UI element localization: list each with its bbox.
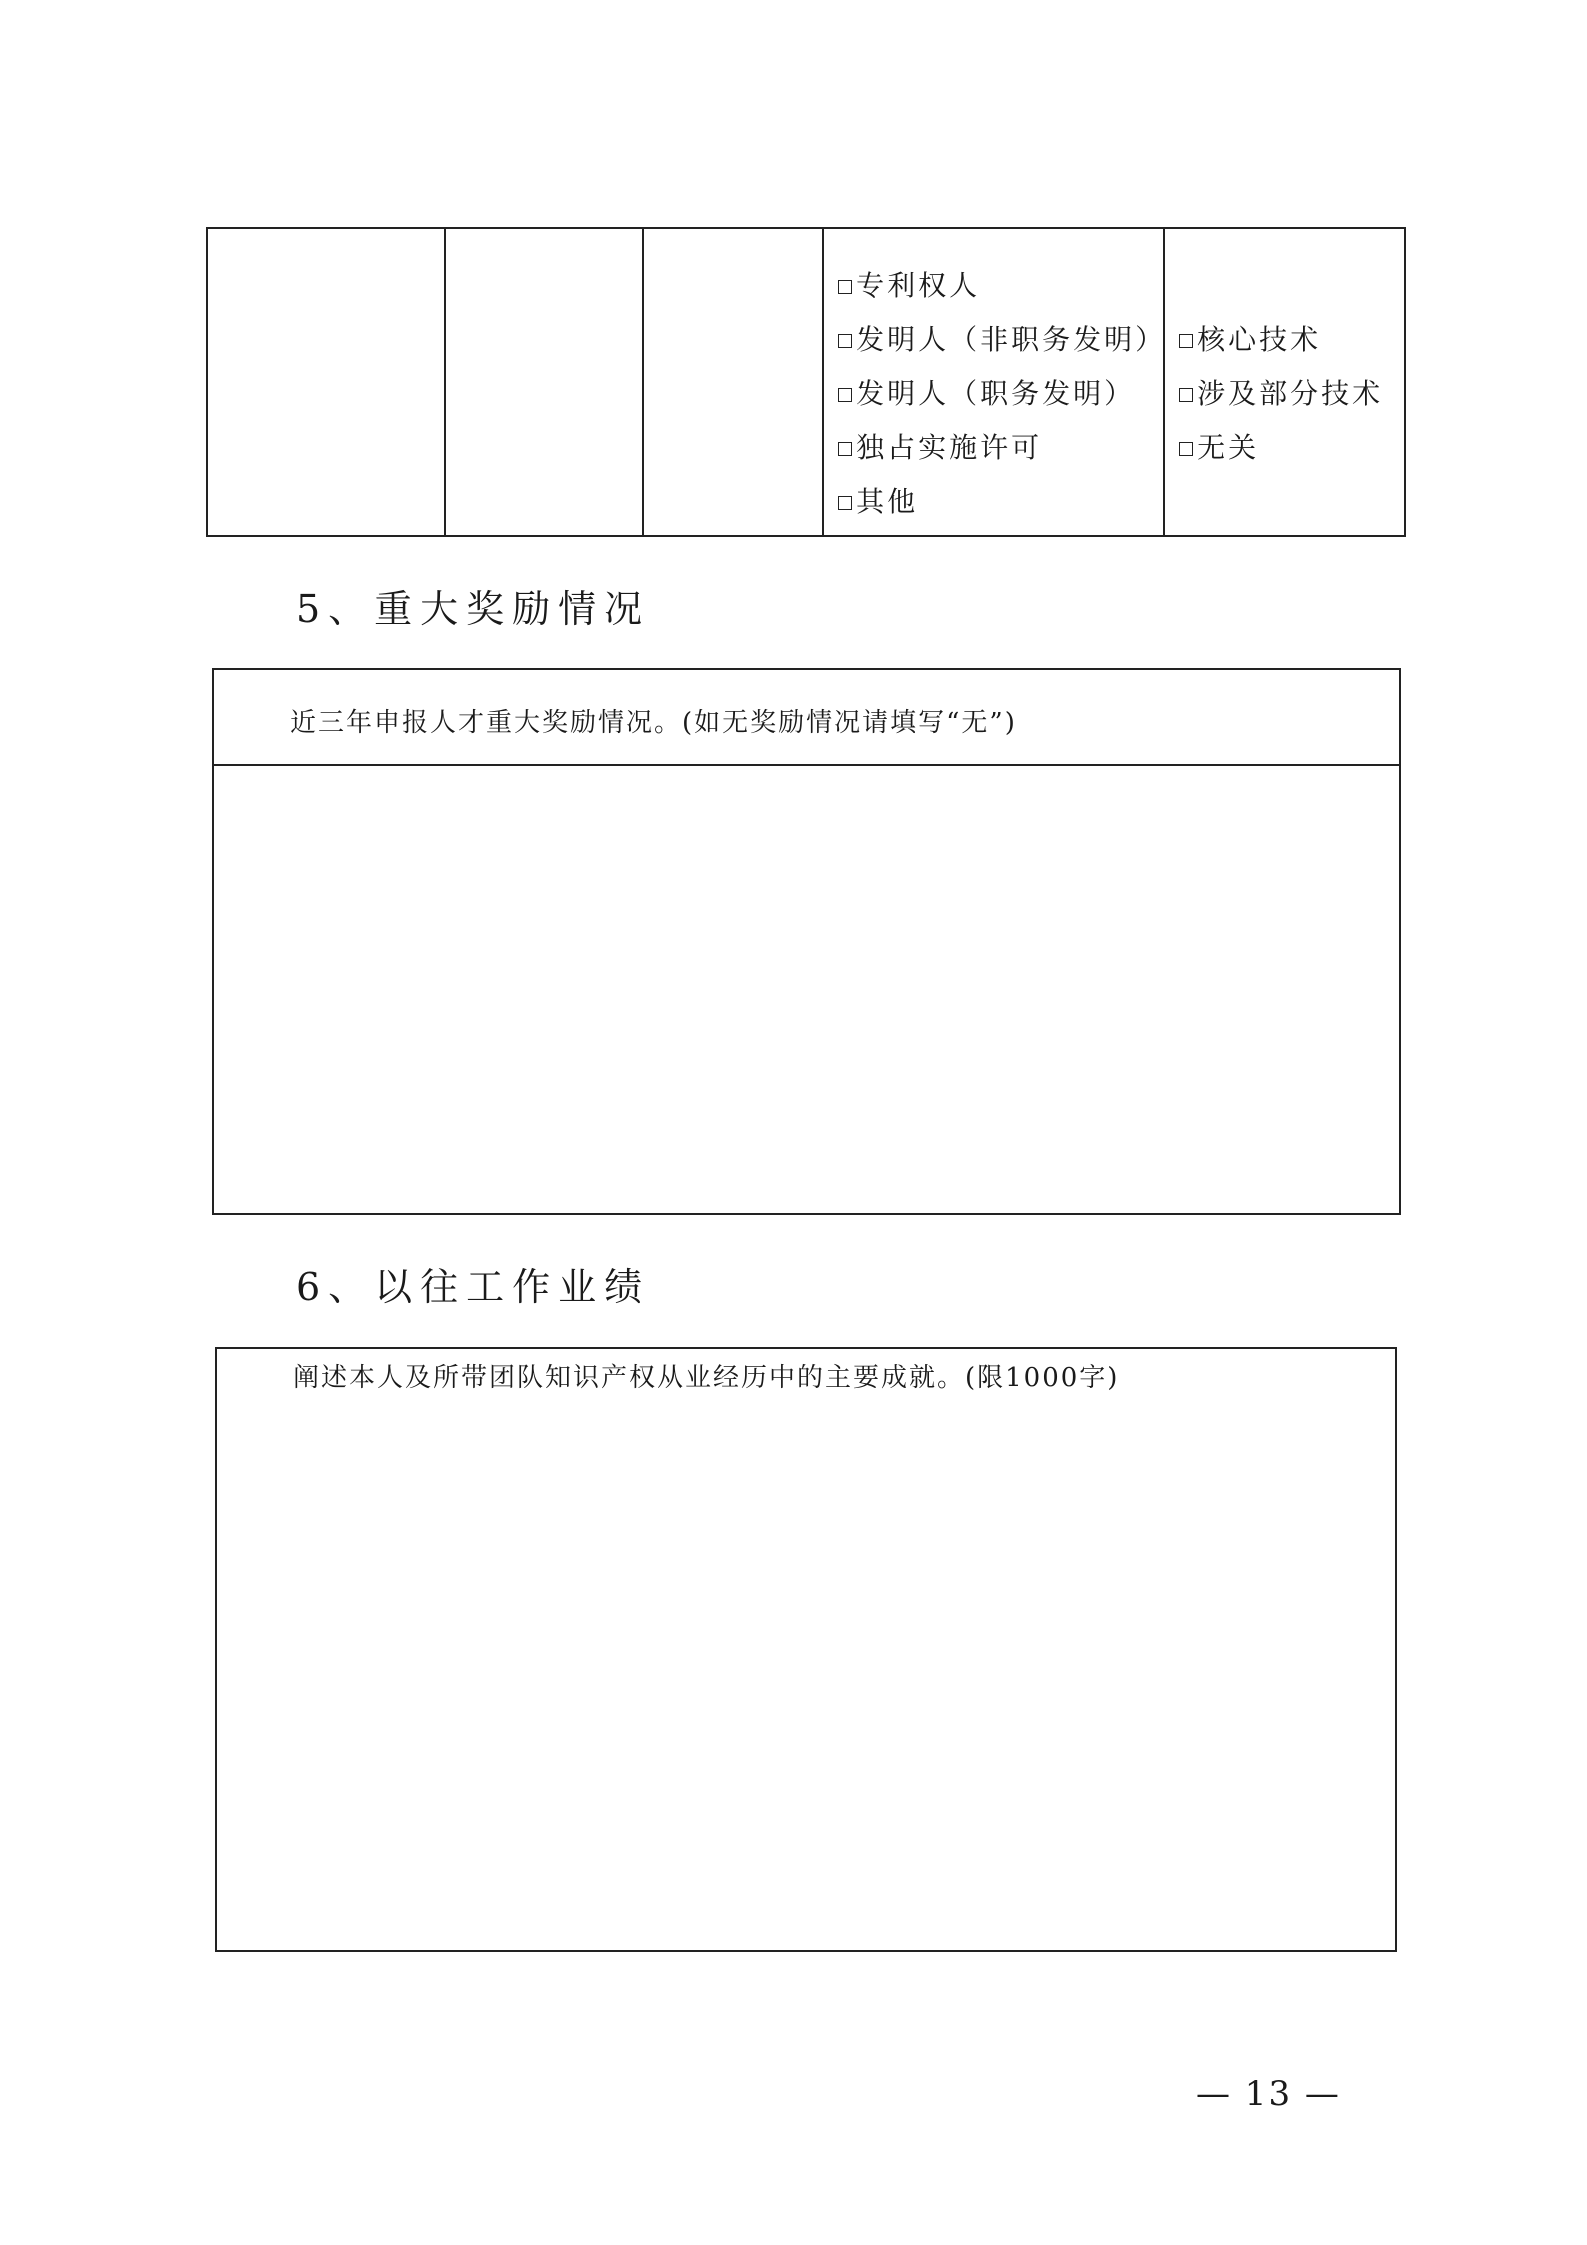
option-label: 专利权人 [856,269,981,302]
table-cell-empty-3[interactable] [644,229,824,535]
patent-table [206,227,1406,537]
option-exclusive-license[interactable] [838,419,1163,473]
achievements-box[interactable] [215,1347,1397,1952]
checkbox-icon[interactable] [838,280,852,294]
relevance-options-cell [1165,229,1404,535]
checkbox-icon[interactable] [1179,334,1193,348]
checkbox-icon[interactable] [838,442,852,456]
option-label: 发明人（非职务发明） [856,323,1167,356]
option-label: 发明人（职务发明） [856,377,1136,410]
option-label: 其他 [856,485,919,518]
checkbox-icon[interactable] [1179,388,1193,402]
option-other[interactable] [838,473,1163,527]
awards-input-area[interactable] [214,766,1399,1213]
table-cell-empty-1[interactable] [208,229,446,535]
option-inventor-service[interactable] [838,365,1163,419]
option-label: 独占实施许可 [856,431,1043,464]
section-5-heading: 5、重大奖励情况 [296,587,651,631]
option-partial-tech[interactable] [1179,365,1404,419]
checkbox-icon[interactable] [838,388,852,402]
awards-prompt: 近三年申报人才重大奖励情况。(如无奖励情况请填写“无”) [214,670,1399,766]
section-6-heading: 6、以往工作业绩 [296,1265,651,1309]
option-core-tech[interactable] [1179,311,1404,365]
achievements-prompt: 阐述本人及所带团队知识产权从业经历中的主要成就。(限1000字) [293,1363,1120,1393]
option-label: 涉及部分技术 [1197,377,1384,410]
option-label: 无关 [1197,431,1260,464]
option-patentee[interactable] [838,257,1163,311]
checkbox-icon[interactable] [838,496,852,510]
rights-options-cell [824,229,1165,535]
awards-table [212,668,1401,1215]
option-unrelated[interactable] [1179,419,1404,473]
option-label: 核心技术 [1197,323,1322,356]
checkbox-icon[interactable] [838,334,852,348]
table-cell-empty-2[interactable] [446,229,644,535]
checkbox-icon[interactable] [1179,442,1193,456]
option-inventor-non-service[interactable] [838,311,1167,365]
page-number: — 13 — [1196,2074,1341,2114]
